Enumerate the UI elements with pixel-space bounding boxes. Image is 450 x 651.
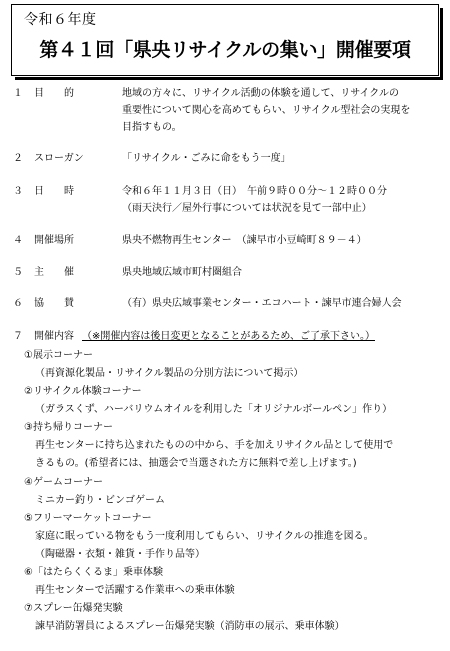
- program-detail: 再生センターに持ち込まれたものの中から、手を加えリサイクル品として使用で: [35, 440, 394, 451]
- purpose-line-2: 重要性について関心を高めてもらい、リサイクル型社会の実現を: [122, 105, 411, 116]
- section-label-slogan: スローガン: [34, 153, 84, 164]
- sponsor-text: （有）県央広域事業センター・エコハート・諫早市連合婦人会: [122, 298, 402, 309]
- section-number: ６: [13, 298, 23, 309]
- datetime-note: （雨天決行／屋外行事については状況を見て一部中止）: [122, 203, 372, 214]
- program-detail: 家庭に眠っている物をもう一度利用してもらい、リサイクルの推進を図る。: [35, 531, 374, 542]
- page-title: 第４１回「県央リサイクルの集い」開催要項: [39, 39, 411, 61]
- program-title: ③持ち帰りコーナー: [24, 422, 113, 433]
- section-number: ４: [13, 235, 23, 246]
- section-number: ５: [13, 267, 23, 278]
- purpose-line-1: 地域の方々に、リサイクル活動の体験を通して、リサイクルの: [122, 88, 399, 99]
- section-label-content: 開催内容: [34, 331, 74, 342]
- program-title: ④ゲームコーナー: [24, 477, 103, 488]
- section-label-sponsor: 協 賛: [34, 298, 74, 309]
- section-label-purpose: 目 的: [34, 88, 74, 99]
- section-number: ２: [13, 153, 23, 164]
- content-note: （※開催内容は後日変更となることがあるため、ご了承下さい。）: [82, 331, 375, 342]
- organizer-text: 県央地域広域市町村圏組合: [122, 267, 242, 278]
- venue-text: 県央不燃物再生センター （諫早市小豆崎町８９－４）: [122, 235, 367, 246]
- section-label-organizer: 主 催: [34, 267, 74, 278]
- program-detail: 再生センターで活躍する作業車への乗車体験: [35, 585, 235, 596]
- section-number: ３: [13, 186, 23, 197]
- program-title: ①展示コーナー: [24, 350, 93, 361]
- section-number: ７: [13, 331, 23, 342]
- era-label: 令和６年度: [24, 12, 97, 28]
- section-label-datetime: 日 時: [34, 186, 74, 197]
- section-label-venue: 開催場所: [34, 235, 74, 246]
- program-title: ⑥「はたらくくるま」乗車体験: [24, 567, 163, 578]
- section-number: １: [13, 88, 23, 99]
- slogan-text: 「リサイクル・ごみに命をもう一度」: [122, 153, 291, 164]
- program-detail: （再資源化製品・リサイクル製品の分別方法について掲示）: [35, 368, 304, 379]
- program-title: ⑤フリーマーケットコーナー: [24, 513, 152, 524]
- program-detail: （陶磁器・衣類・雑貨・手作り品等）: [35, 549, 205, 560]
- datetime-text: 令和６年１１月３日（日） 午前９時００分～１２時００分: [122, 186, 387, 197]
- program-detail: きるもの。(希望者には、抽選会で当選された方に無料で差し上げます。): [35, 458, 357, 469]
- program-title: ②リサイクル体験コーナー: [24, 386, 142, 397]
- program-detail: ミニカー釣り・ビンゴゲーム: [35, 495, 165, 506]
- program-title: ⑦スプレー缶爆発実験: [24, 603, 123, 614]
- program-detail: 諫早消防署員によるスプレー缶爆発実験（消防車の展示、乗車体験）: [35, 621, 345, 632]
- program-detail: （ガラスくず、ハーバリウムオイルを利用した「オリジナルボールペン」作り）: [35, 404, 393, 415]
- purpose-line-3: 目指すもの。: [122, 122, 182, 133]
